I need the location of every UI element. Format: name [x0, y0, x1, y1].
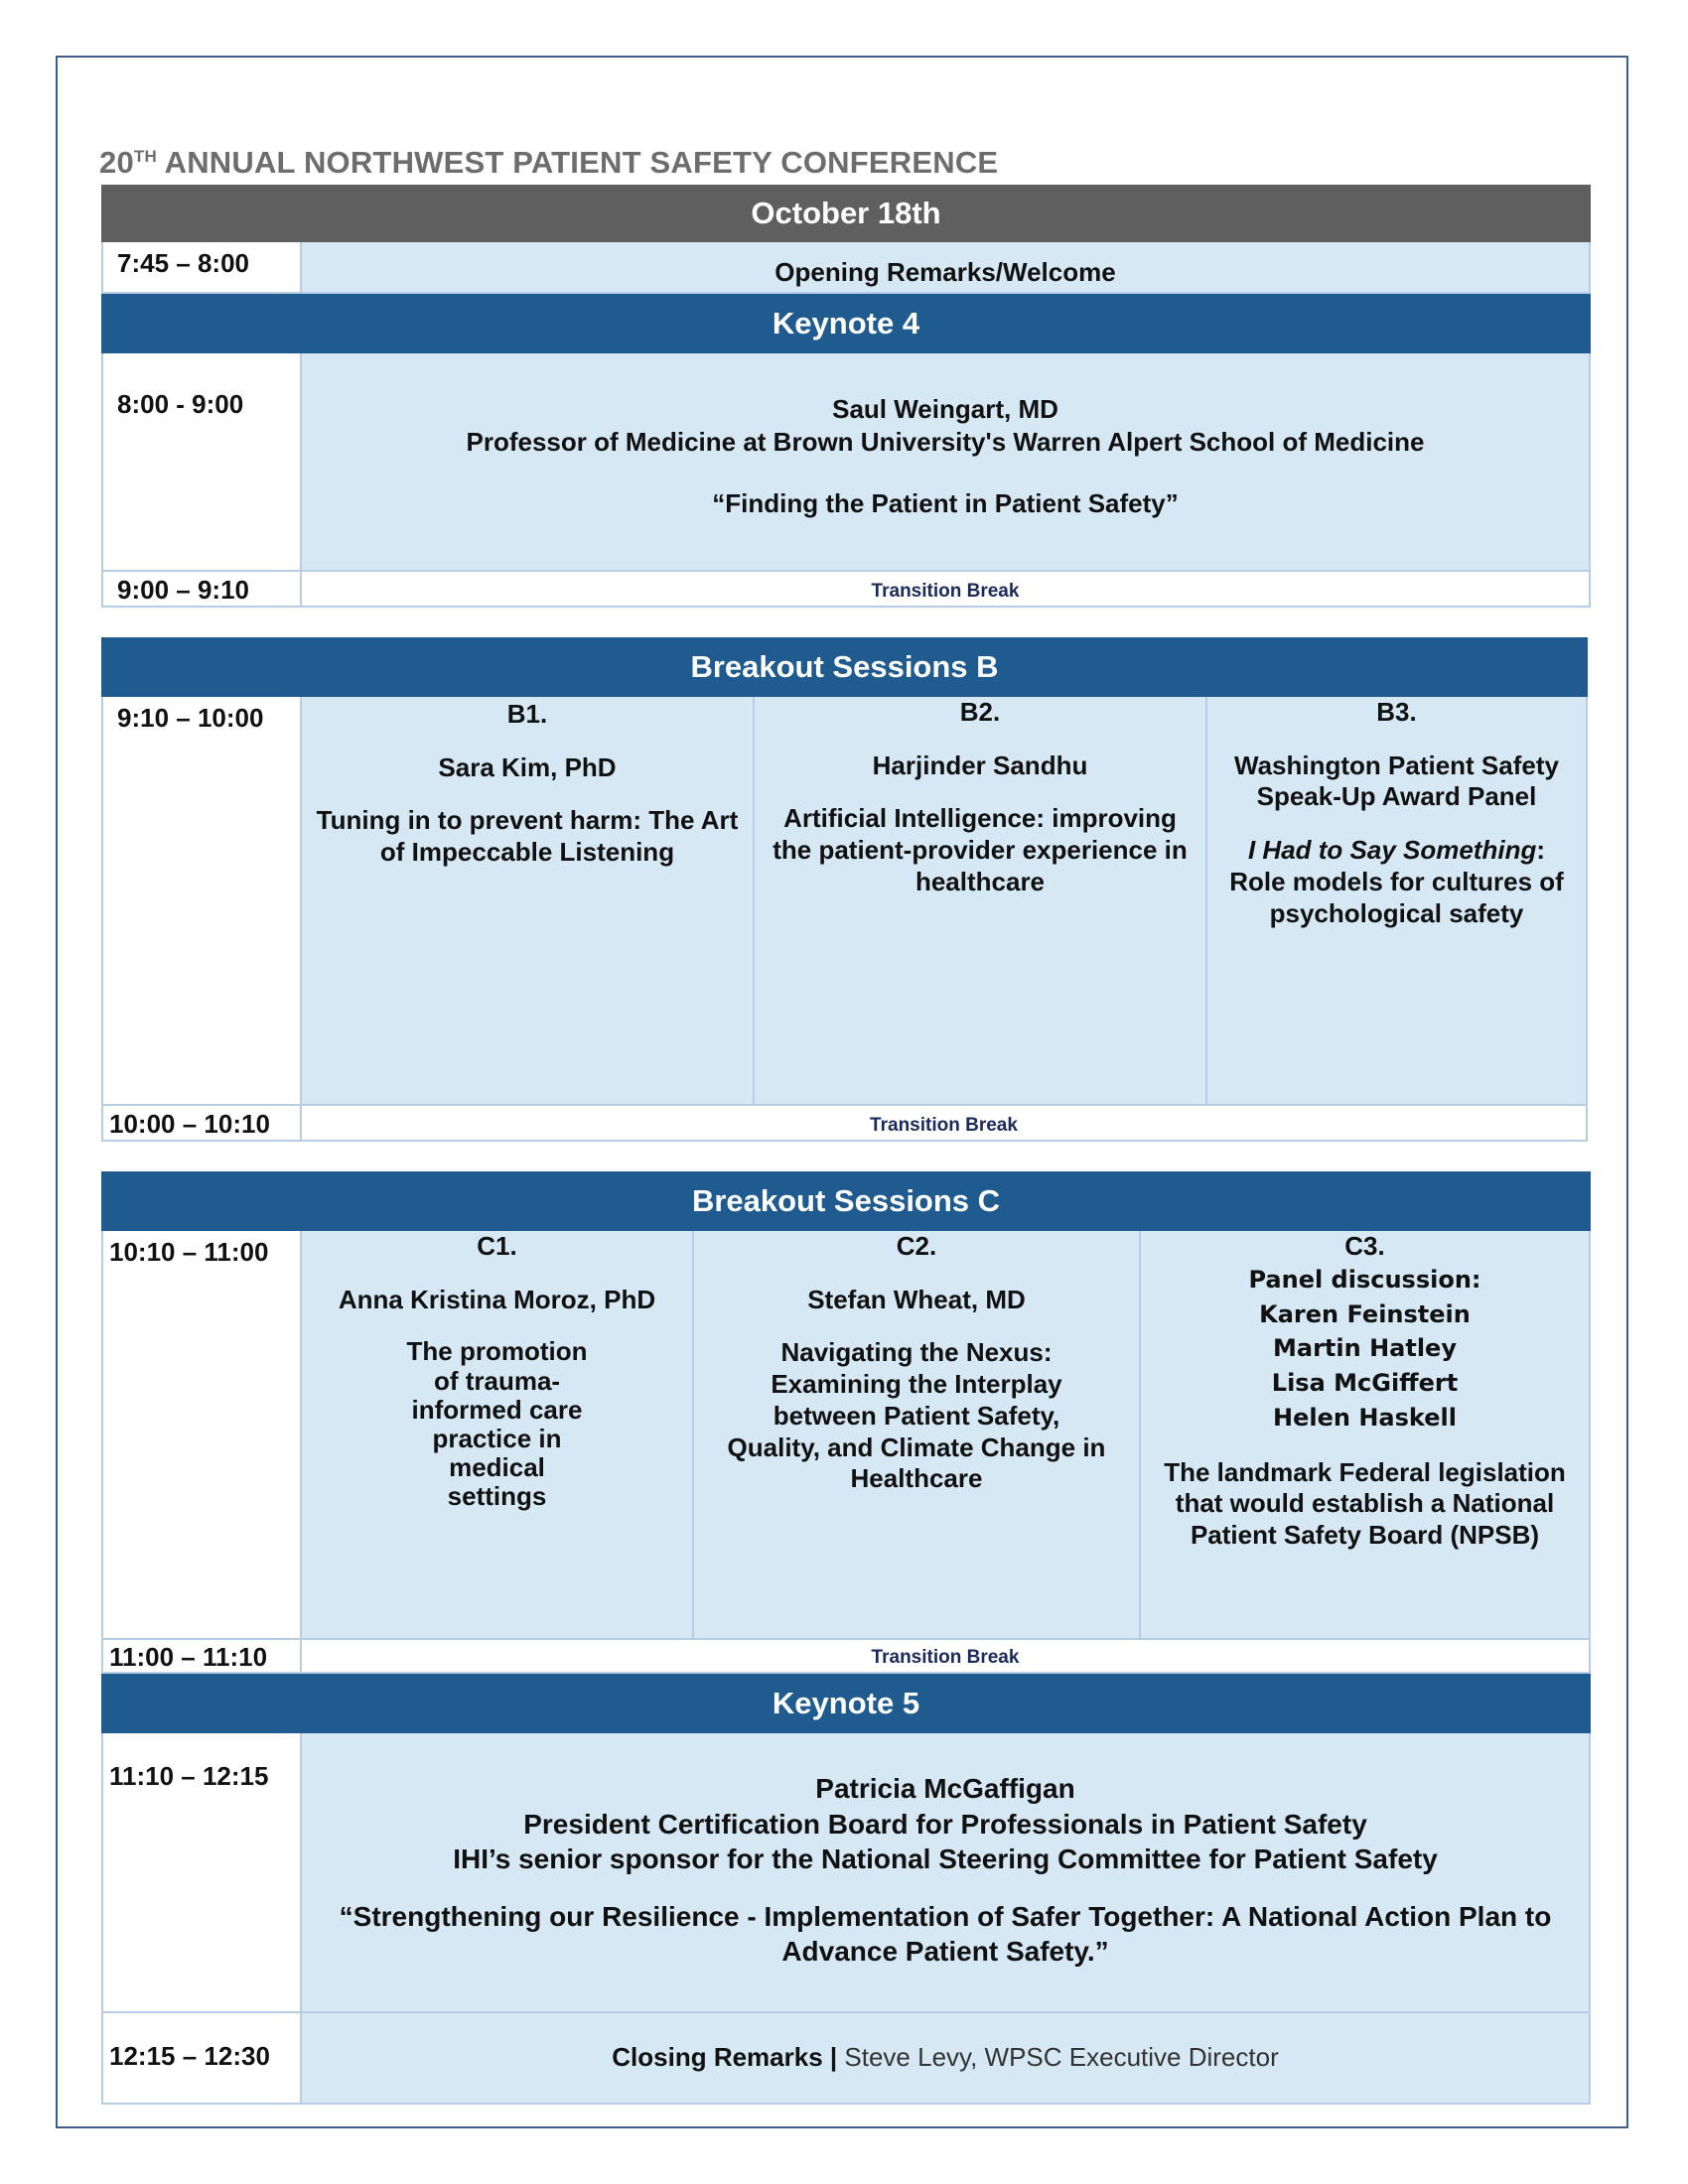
sessionsC-row	[101, 1231, 1591, 1640]
b1-speaker: Sara Kim, PhD	[438, 751, 617, 782]
closing-row	[101, 2013, 1591, 2105]
keynote4-header-label: Keynote 4	[772, 306, 920, 341]
b3-title-italic: I Had to Say Something	[1247, 835, 1537, 866]
opening-label: Opening Remarks/Welcome	[302, 242, 1589, 292]
break1-time: 9:00 – 9:10	[103, 572, 302, 606]
c3-panelist: Helen Haskell	[1273, 1403, 1457, 1432]
break1-row	[101, 572, 1591, 608]
keynote5-time: 11:10 – 12:15	[103, 1733, 302, 2011]
break2-label: Transition Break	[302, 1106, 1586, 1140]
keynote4-role: Professor of Medicine at Brown University's Warren Alpert School of Medicine	[466, 426, 1425, 457]
c3-title: The landmark Federal legislation that would establish a National Patient Safety Board (NPSB)	[1164, 1456, 1566, 1551]
title-text: ANNUAL NORTHWEST PATIENT SAFETY CONFERENCE	[156, 145, 999, 180]
session-c2	[694, 1231, 1141, 1638]
keynote4-header	[101, 294, 1591, 353]
break3-time: 11:00 – 11:10	[103, 1640, 302, 1672]
b2-title: Artificial Intelligence: improving the patient-provider experience in healthcare	[773, 803, 1188, 896]
sessionsB-header	[101, 637, 1588, 697]
closing-person: Steve Levy, WPSC Executive Director	[844, 2042, 1279, 2072]
session-c3	[1141, 1231, 1589, 1638]
sessionsB-row	[101, 697, 1588, 1106]
sessionsB-time: 9:10 – 10:00	[103, 697, 302, 1104]
b1-title: Tuning in to prevent harm: The Art of Impeccable Listening	[316, 805, 739, 868]
keynote5-role1: President Certification Board for Professionals in Patient Safety	[523, 1808, 1367, 1840]
c1-code: C1.	[477, 1231, 517, 1261]
closing-content	[302, 2013, 1589, 2103]
closing-label: Closing Remarks	[612, 2042, 823, 2072]
c3-panelist: Martin Hatley	[1273, 1334, 1457, 1363]
keynote4-speaker: Saul Weingart, MD	[832, 394, 1058, 424]
sessionsB-header-label: Breakout Sessions B	[690, 649, 999, 684]
closing-time: 12:15 – 12:30	[103, 2013, 302, 2103]
opening-row	[101, 242, 1591, 294]
c3-code: C3.	[1344, 1231, 1385, 1261]
c2-title: Navigating the Nexus: Examining the Interplay between Patient Safety, Quality, and Climate Change in Healthcare	[727, 1337, 1106, 1494]
break1-label: Transition Break	[302, 572, 1589, 606]
break3-row	[101, 1640, 1591, 1674]
c3-panelist: Lisa McGiffert	[1271, 1369, 1459, 1398]
break3-label: Transition Break	[302, 1640, 1589, 1672]
session-b1	[302, 697, 755, 1104]
break2-time: 10:00 – 10:10	[103, 1106, 302, 1140]
c2-speaker: Stefan Wheat, MD	[807, 1284, 1026, 1314]
keynote4-talk: “Finding the Patient in Patient Safety”	[712, 488, 1179, 518]
c3-panel-label: Panel discussion:	[1248, 1265, 1481, 1294]
keynote5-content	[302, 1733, 1589, 2011]
c3-panelist: Karen Feinstein	[1259, 1299, 1471, 1328]
keynote5-header-label: Keynote 5	[772, 1686, 920, 1720]
b1-code: B1.	[506, 699, 548, 729]
break2-row	[101, 1106, 1588, 1142]
session-c1	[302, 1231, 694, 1638]
b2-code: B2.	[959, 697, 1001, 727]
sessionsC-header	[101, 1171, 1591, 1231]
b2-speaker: Harjinder Sandhu	[872, 750, 1088, 780]
keynote4-time: 8:00 - 9:00	[103, 353, 302, 570]
c1-title: The promotion of trauma-informed care practice in medical settings	[406, 1336, 588, 1511]
keynote5-row	[101, 1733, 1591, 2013]
closing-separator: |	[822, 2042, 845, 2072]
keynote5-header	[101, 1674, 1591, 1733]
title-number: 20	[99, 145, 134, 180]
keynote5-speaker: Patricia McGaffigan	[815, 1773, 1075, 1804]
conference-title	[99, 145, 998, 181]
session-b3	[1207, 697, 1586, 1104]
c1-speaker: Anna Kristina Moroz, PhD	[338, 1284, 656, 1314]
b3-title	[1219, 835, 1574, 929]
date-header	[101, 185, 1591, 242]
session-b2	[755, 697, 1207, 1104]
keynote5-role2: IHI’s senior sponsor for the National Steering Committee for Patient Safety	[453, 1843, 1438, 1875]
keynote4-content	[302, 353, 1589, 570]
title-superscript: TH	[133, 147, 157, 166]
b3-speaker: Washington Patient Safety Speak-Up Award Panel	[1234, 750, 1559, 812]
c2-code: C2.	[896, 1231, 937, 1261]
date-header-label: October 18th	[751, 196, 941, 230]
sessionsC-header-label: Breakout Sessions C	[691, 1183, 1001, 1218]
b3-code: B3.	[1376, 697, 1417, 727]
c3-panel	[1153, 1263, 1577, 1435]
sessionsC-time: 10:10 – 11:00	[103, 1231, 302, 1638]
keynote4-row	[101, 353, 1591, 572]
opening-time: 7:45 – 8:00	[103, 242, 302, 292]
b3-title-rest: : Role models for cultures of psychological safety	[1229, 835, 1564, 928]
keynote5-talk: “Strengthening our Resilience - Implementation of Safer Together: A National Action Plan to Advance Patient Safety.”	[339, 1900, 1552, 1968]
